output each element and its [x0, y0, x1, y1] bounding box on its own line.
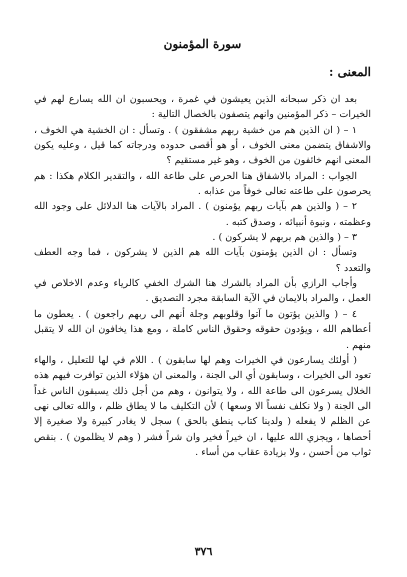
paragraph: ٢ – ( والذين هم بآيات ربهم يؤمنون ) . المراد بالآيات هنا الدلائل على وجود الله وعظمته ، ونبوة أنبيائه ، وصدق كتبه .: [34, 201, 371, 228]
paragraph: وأجاب الرازي بأن المراد بالشرك هنا الشرك الخفي كالرياء وعدم الاخلاص في العمل ، والمراد بالايمان في الآية السابقة مجرد التصديق .: [34, 278, 371, 305]
paragraph: ١ – ( ان الذين هم من خشية ربهم مشفقون ) . وتسأل : ان الخشية هي الخوف ، والاشفاق يتضمن معنى الخوف ، أو هو أقصى حدوده ودرجاته كما قيل ، وعليه يكون المعنى انهم خائفون من الخوف ، وهو غير مستقيم ؟: [34, 124, 371, 167]
paragraph: وتسأل : ان الذين يؤمنون بآيات الله هم الذين لا يشركون ، فما وجه العطف والتعدد ؟: [34, 247, 371, 274]
paragraph: ( أولئك يسارعون في الخيرات وهم لها سابقون ) . اللام في لها للتعليل ، والهاء تعود الى الخيرات ، وسابقون أي الى الجنة ، والمعنى ان هؤلاء الذين توافرت فيهم هذه الخلال يسرعون الى طاعة الله ، ولا يتوانون ، وهم من أجل ذلك يسبقون الناس غداً الى الجنة ( ولا نكلف نفساً الا وسعها ) لأن التكليف ما لا يطاق ظلم ، والله تعالى نهى عن الظلم لا يفعله ( ولدينا كتاب ينطق بالحق ) سجل لا يغادر كبيرة ولا صغيرة إلا أحصاها ، ويجزي الله عليها ، ان خيراً فخير وان شراً فشر ( وهم لا يظلمون ) . بنقص ثواب من أحسن ، ولا بزيادة عقاب من أساء .: [34, 354, 371, 458]
paragraph: الجواب : المراد بالاشفاق هنا الحرص على طاعة الله ، والتقدير الكلام هكذا : هم يحرصون على طاعته تعالى خوفاً من عذابه .: [34, 170, 371, 198]
paragraph: ٣ – ( والذين هم بربهم لا يشركون ) .: [212, 232, 357, 244]
paragraph: بعد ان ذكر سبحانه الذين يعيشون في غمرة ، ويحسبون ان الله يسارع لهم في الخيرات – ذكر المؤمنين وانهم يتصفون بالخصال التالية :: [34, 94, 371, 121]
page-number: ٣٧٦: [194, 545, 213, 558]
section-heading: المعنى :: [329, 65, 371, 79]
paragraph: ٤ – ( والذين يؤتون ما آتوا وقلوبهم وجلة أنهم الى ربهم راجعون ) . يعطون ما أعطاهم الله ، ويؤدون حقوقه وحقوق الناس كاملة ، ومع هذا يخافون ان الله لا يتقبل منهم .: [34, 308, 371, 351]
body-text: [34, 92, 371, 460]
surah-title: سورة المؤمنون: [163, 37, 242, 51]
